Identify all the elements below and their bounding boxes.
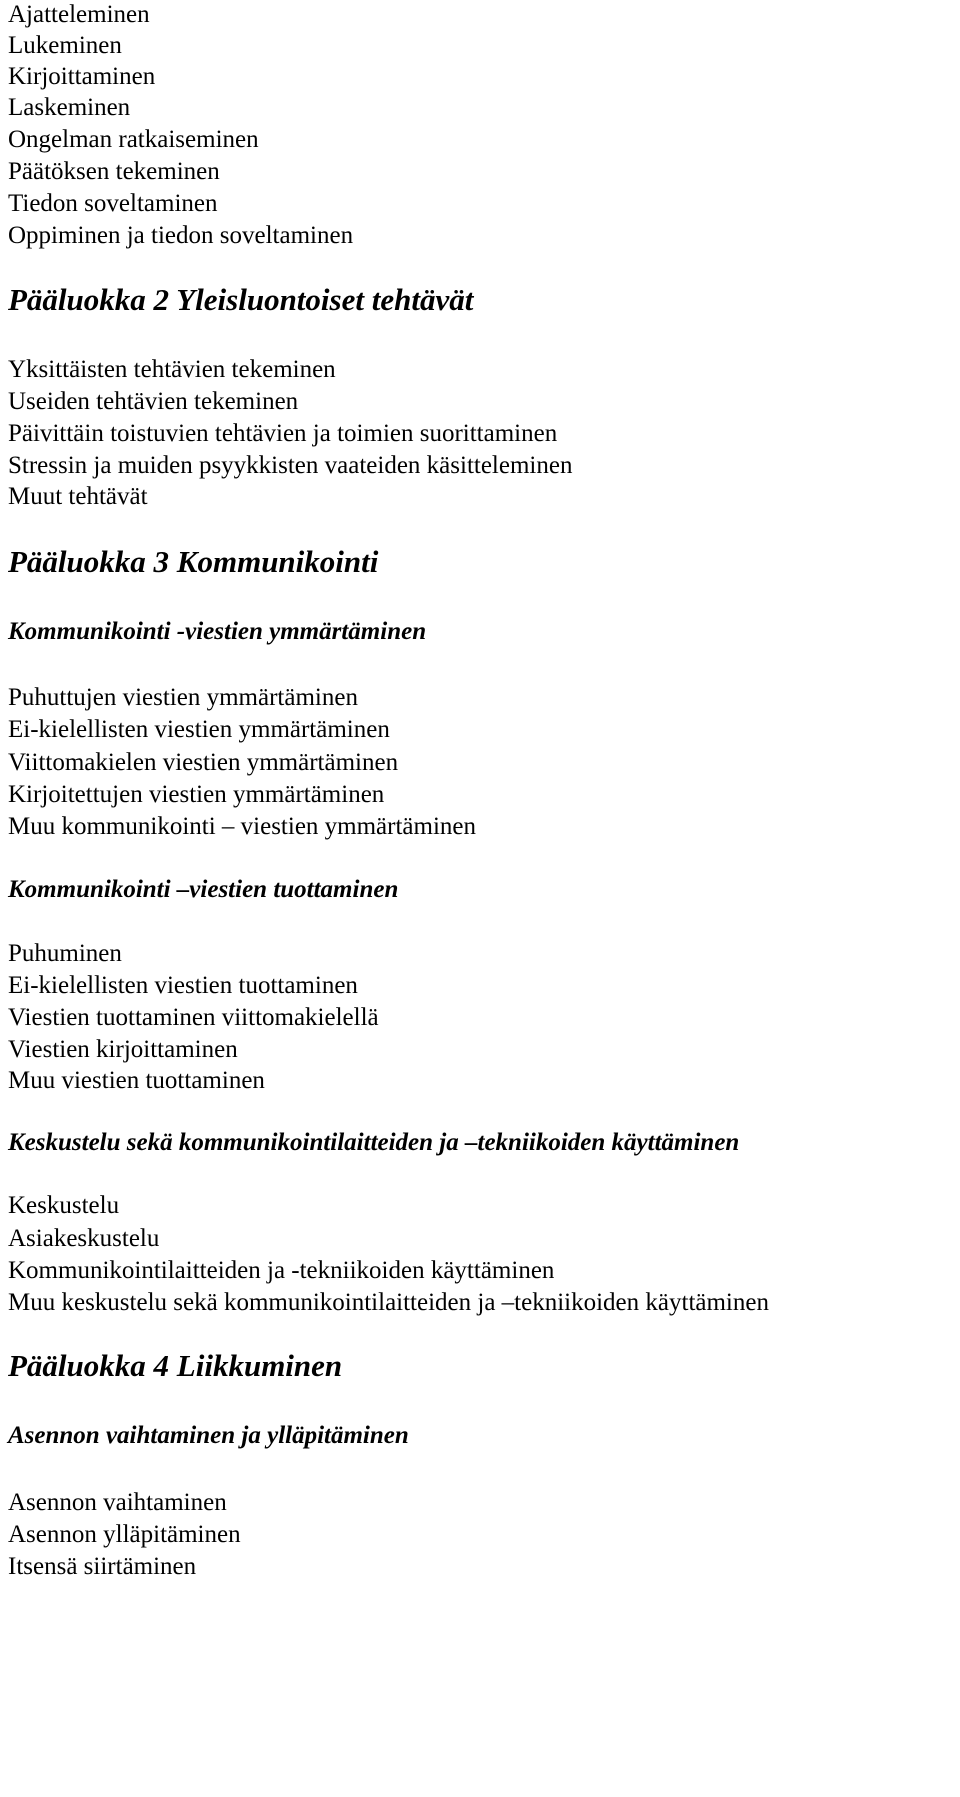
list-item: Viittomakielen viestien ymmärtäminen [8,749,399,776]
list-item: Viestien kirjoittaminen [8,1036,238,1063]
section-heading: Pääluokka 2 Yleisluontoiset tehtävät [8,282,474,317]
list-item: Muu viestien tuottaminen [8,1067,265,1094]
list-item: Tiedon soveltaminen [8,190,218,217]
list-item: Päivittäin toistuvien tehtävien ja toimien suorittaminen [8,420,558,447]
list-item: Lukeminen [8,32,122,59]
section-heading: Pääluokka 3 Kommunikointi [8,544,379,579]
list-item: Muu keskustelu sekä kommunikointilaitteiden ja –tekniikoiden käyttäminen [8,1289,769,1316]
list-item: Asennon ylläpitäminen [8,1521,241,1548]
list-item: Yksittäisten tehtävien tekeminen [8,356,336,383]
list-item: Päätöksen tekeminen [8,158,220,185]
list-item: Ajatteleminen [8,1,150,28]
list-item: Stressin ja muiden psyykkisten vaateiden käsitteleminen [8,452,573,479]
list-item: Ei-kielellisten viestien ymmärtäminen [8,716,390,743]
subsection-heading: Kommunikointi –viestien tuottaminen [8,876,399,903]
list-item: Kirjoittaminen [8,63,156,90]
subsection-heading: Kommunikointi -viestien ymmärtäminen [8,618,427,645]
list-item: Viestien tuottaminen viittomakielellä [8,1004,379,1031]
list-item: Laskeminen [8,94,131,121]
list-item: Muut tehtävät [8,483,148,510]
list-item: Ongelman ratkaiseminen [8,126,259,153]
list-item: Useiden tehtävien tekeminen [8,388,299,415]
subsection-heading: Keskustelu sekä kommunikointilaitteiden ja –tekniikoiden käyttäminen [8,1129,740,1156]
list-item: Oppiminen ja tiedon soveltaminen [8,222,354,249]
list-item: Ei-kielellisten viestien tuottaminen [8,972,358,999]
subsection-heading: Asennon vaihtaminen ja ylläpitäminen [8,1422,409,1449]
list-item: Muu kommunikointi – viestien ymmärtäminen [8,813,477,840]
list-item: Puhuminen [8,940,122,967]
list-item: Kommunikointilaitteiden ja -tekniikoiden käyttäminen [8,1257,555,1284]
list-item: Puhuttujen viestien ymmärtäminen [8,684,358,711]
section-heading: Pääluokka 4 Liikkuminen [8,1348,343,1383]
list-item: Kirjoitettujen viestien ymmärtäminen [8,781,385,808]
list-item: Itsensä siirtäminen [8,1553,197,1580]
list-item: Asennon vaihtaminen [8,1489,227,1516]
list-item: Asiakeskustelu [8,1225,160,1252]
list-item: Keskustelu [8,1192,120,1219]
